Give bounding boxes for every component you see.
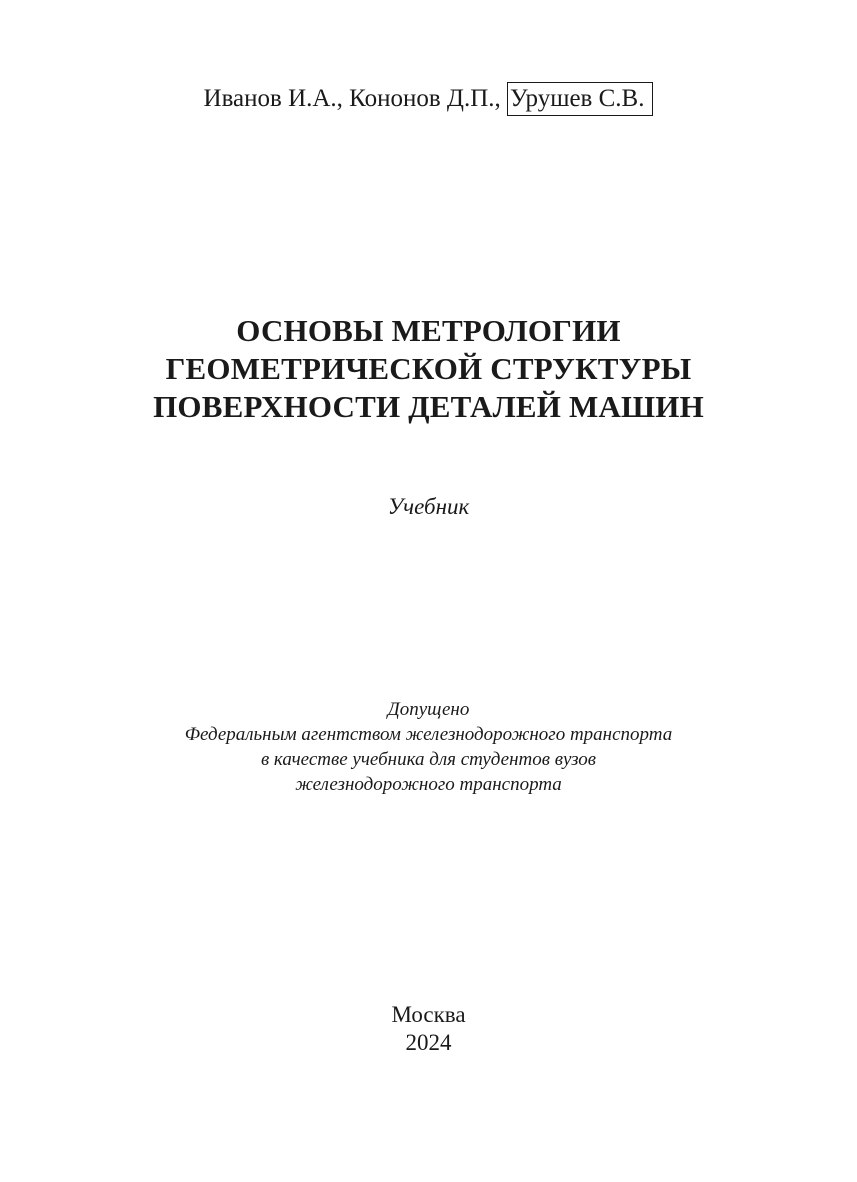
title-line-2: ГЕОМЕТРИЧЕСКОЙ СТРУКТУРЫ (165, 351, 692, 386)
approval-line-1: Допущено (387, 699, 470, 720)
book-type: Учебник (387, 494, 470, 519)
imprint (0, 1001, 857, 1057)
publication-year: 2024 (405, 1030, 452, 1055)
highlighted-author: Урушев С.В. (507, 82, 653, 116)
authors-line (0, 82, 857, 116)
title-line-3: ПОВЕРХНОСТИ ДЕТАЛЕЙ МАШИН (153, 389, 704, 424)
authors-list: Иванов И.А., Кононов Д.П., (203, 85, 508, 112)
approval-line-2: Федеральным агентством железнодорожного транспорта (184, 724, 673, 745)
book-title (0, 312, 857, 426)
approval-statement (0, 697, 857, 797)
title-line-1: ОСНОВЫ МЕТРОЛОГИИ (236, 313, 621, 348)
publication-city: Москва (391, 1002, 466, 1027)
approval-line-4: железнодорожного транспорта (295, 774, 562, 795)
approval-line-3: в качестве учебника для студентов вузов (260, 749, 597, 770)
